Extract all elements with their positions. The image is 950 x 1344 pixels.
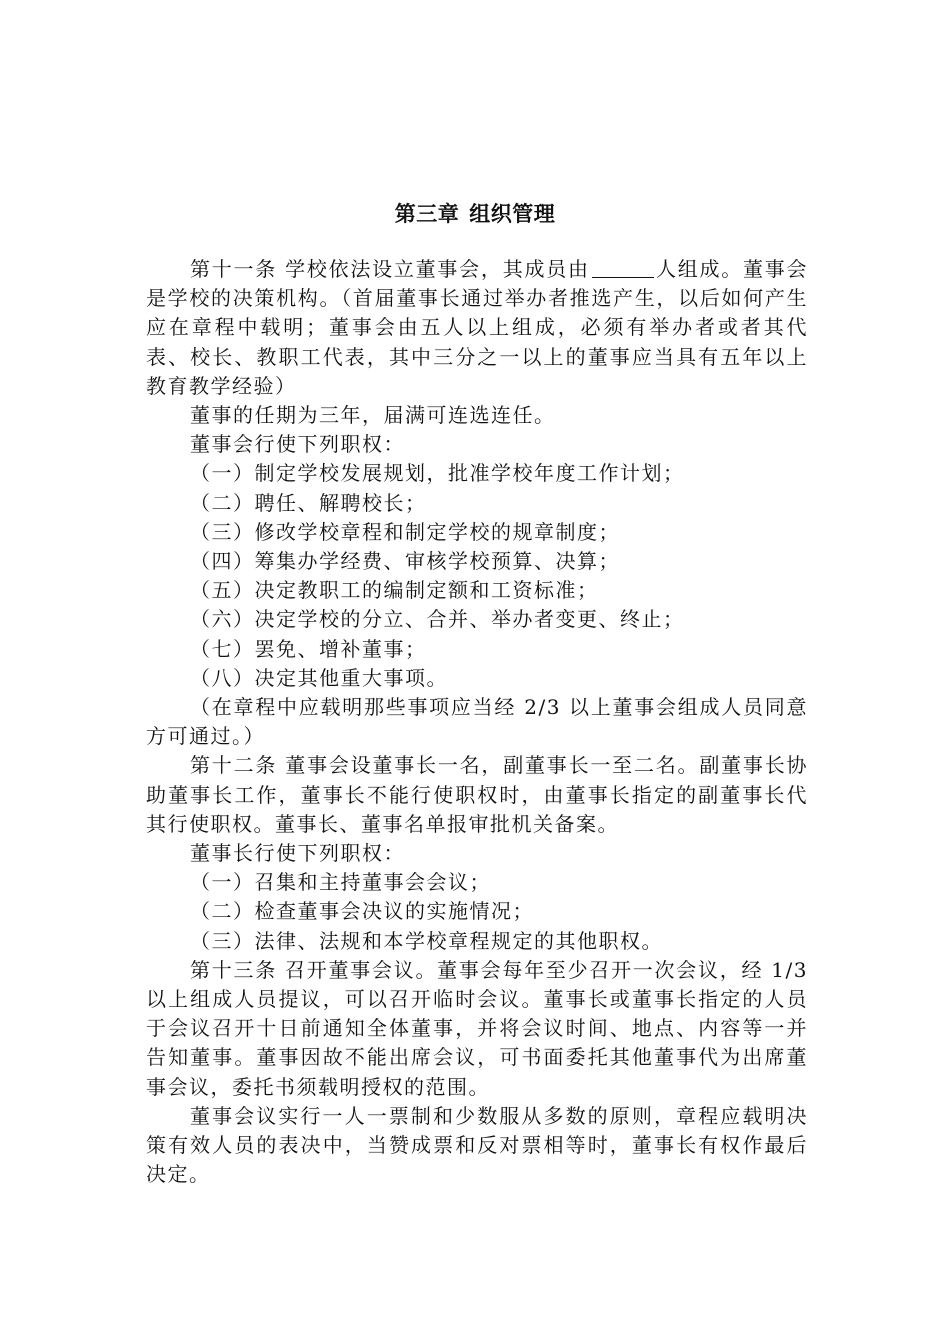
- chair-power-item: （二）检查董事会决议的实施情况；: [190, 899, 534, 924]
- board-power-item: （一）制定学校发展规划，批准学校年度工作计划；: [190, 461, 685, 486]
- document-body: [146, 255, 808, 1190]
- voting-rule-paragraph: 董事会议实行一人一票制和少数服从多数的原则，章程应载明决策有效人员的表决中，当赞成票和反对票相等时，董事长有权作最后决定。: [146, 1103, 808, 1187]
- board-power-item: （三）修改学校章程和制定学校的规章制度；: [190, 519, 620, 544]
- article-13-paragraph: 第十三条 召开董事会议。董事会每年至少召开一次会议，经 1/3 以上组成人员提议，可以召开临时会议。董事长或董事长指定的人员于会议召开十日前通知全体董事，并将会议时间、地点、内容等一并告知董事。董事因故不能出席会议，可书面委托其他董事代为出席董事会议，委托书须载明授权的范围。: [146, 957, 808, 1099]
- board-power-item: （二）聘任、解聘校长；: [190, 490, 427, 515]
- chair-powers-intro: 董事长行使下列职权：: [190, 841, 405, 866]
- article-11-tail: 人组成。董事会是学校的决策机构。（首届董事长通过举办者推选产生，以后如何产生应在章程中载明；董事会由五人以上组成，必须有举办者或者其代表、校长、教职工代表，其中三分之一以上的董事应当具有五年以上教育教学经验）: [146, 257, 809, 398]
- director-term-paragraph: 董事的任期为三年，届满可连选连任。: [190, 403, 556, 428]
- chair-power-item: （一）召集和主持董事会会议；: [190, 870, 491, 895]
- article-11-head: 第十一条 学校依法设立董事会，其成员由: [190, 257, 590, 281]
- chair-power-item: （三）法律、法规和本学校章程规定的其他职权。: [190, 928, 663, 953]
- member-count-blank: [592, 257, 654, 278]
- board-power-item: （七）罢免、增补董事；: [190, 636, 427, 661]
- article-11-paragraph: [146, 255, 808, 401]
- board-powers-note: （在章程中应载明那些事项应当经 2/3 以上董事会组成人员同意方可通过。）: [146, 695, 808, 749]
- board-power-item: （六）决定学校的分立、合并、举办者变更、终止；: [190, 607, 685, 632]
- board-power-item: （五）决定教职工的编制定额和工资标准；: [190, 578, 599, 603]
- board-powers-intro: 董事会行使下列职权：: [190, 432, 405, 457]
- article-12-paragraph: 第十二条 董事会设董事长一名，副董事长一至二名。副董事长协助董事长工作，董事长不能行使职权时，由董事长指定的副董事长代其行使职权。董事长、董事名单报审批机关备案。: [146, 753, 808, 836]
- chapter-name: 组织管理: [469, 202, 556, 226]
- board-power-item: （四）筹集办学经费、审核学校预算、决算；: [190, 549, 620, 574]
- chapter-number: 第三章: [394, 202, 460, 226]
- chapter-title: [0, 198, 950, 228]
- board-power-item: （八）决定其他重大事项。: [190, 665, 448, 690]
